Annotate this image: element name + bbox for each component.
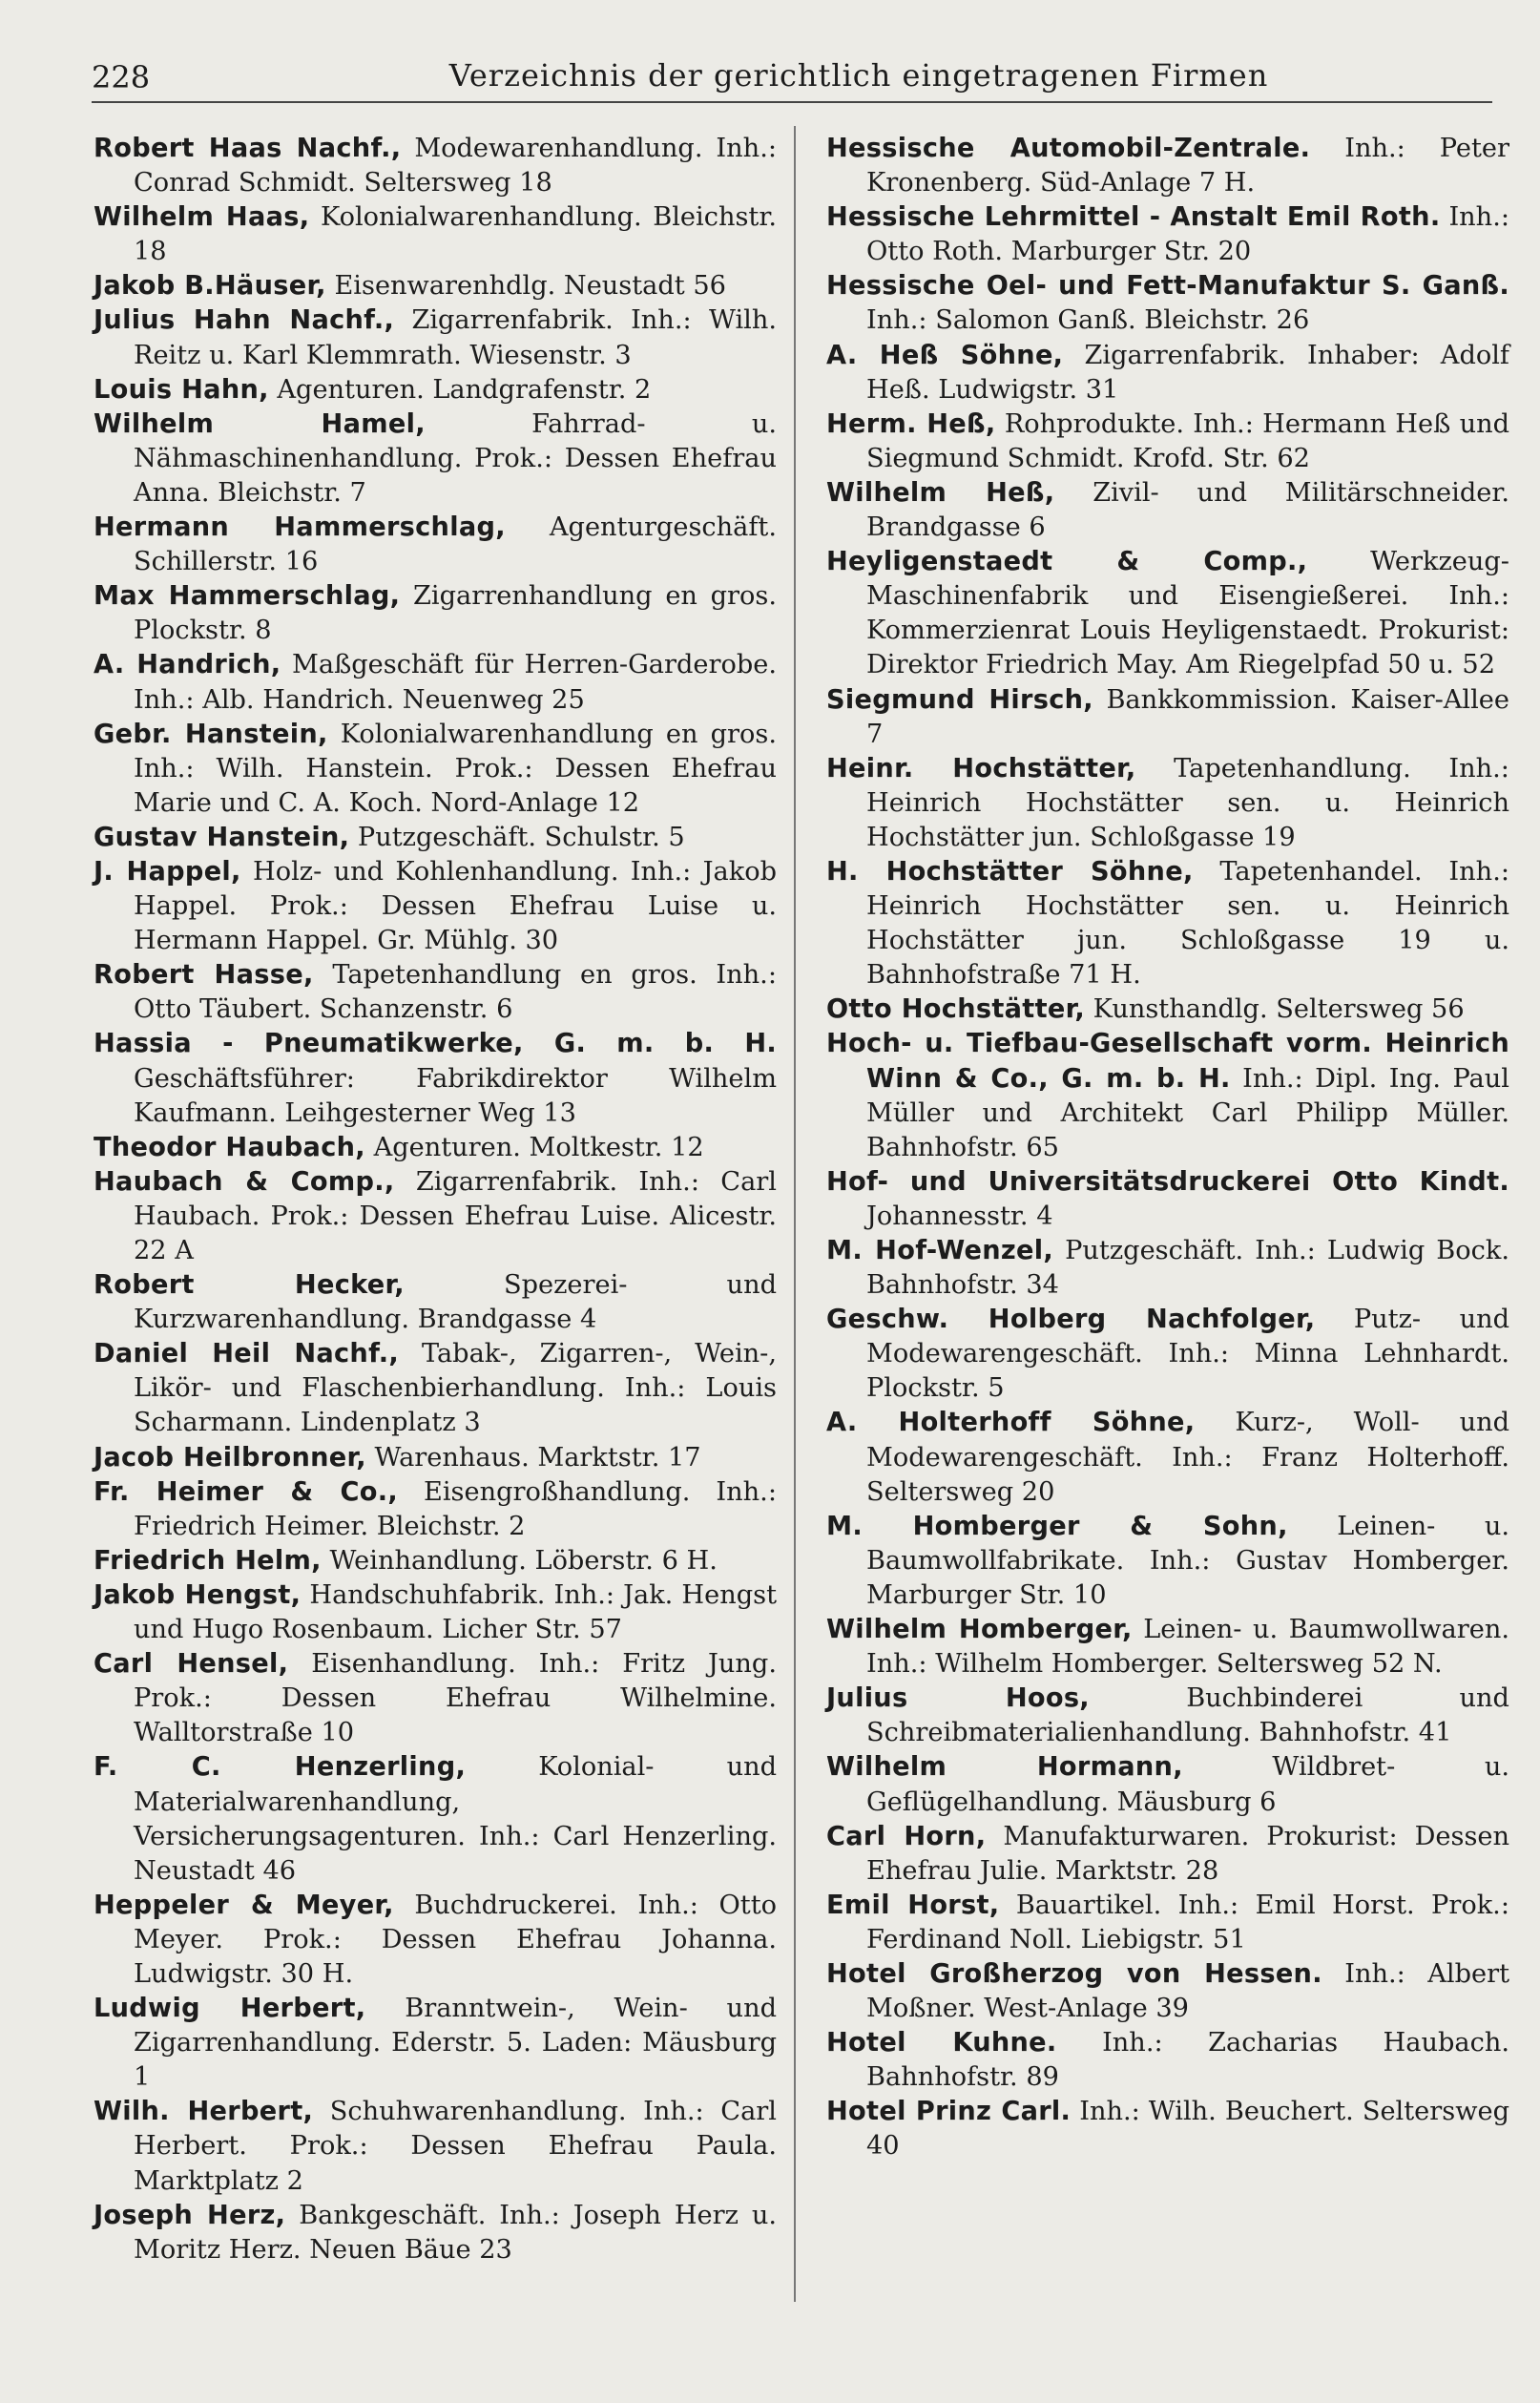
firm-name: Hessische Lehrmittel - Anstalt Emil Roth. (826, 202, 1441, 233)
firm-name: M. Hof-Wenzel, (826, 1236, 1054, 1265)
firm-details: Putz- und Modewarengeschäft. Inh.: Minna Lehnhardt. Plockstr. 5 (866, 1305, 1509, 1404)
directory-entry (94, 200, 777, 269)
directory-entry (94, 1131, 777, 1165)
firm-details: Kolonialwarenhandlung. Bleichstr. 18 (134, 202, 777, 267)
firm-details: Schuhwarenhandlung. Inh.: Carl Herbert. Prok.: Dessen Ehefrau Paula. Marktplatz 2 (134, 2097, 777, 2196)
firm-details: Inh.: Albert Moßner. West-Anlage 39 (866, 1958, 1509, 2024)
firm-details: Warenhaus. Marktstr. 17 (374, 1442, 701, 1473)
firm-details: Buchdruckerei. Inh.: Otto Meyer. Prok.: Dessen Ehefrau Johanna. Ludwigstr. 30 H. (134, 1890, 778, 1989)
directory-entry (826, 1682, 1509, 1750)
directory-entry (94, 1027, 777, 1130)
firm-name: Hessische Oel- und Fett-Manufaktur S. Ganß. (826, 271, 1509, 302)
directory-entry (826, 1406, 1509, 1509)
firm-details: Agenturen. Moltkestr. 12 (373, 1132, 704, 1162)
directory-entry (826, 1510, 1509, 1613)
firm-name: Robert Hasse, (94, 960, 314, 991)
running-title: Verzeichnis der gerichtlich eingetragenen Firmen (448, 57, 1269, 94)
firm-details: Tapetenhandlung en gros. Inh.: Otto Täubert. Schanzenstr. 6 (134, 960, 777, 1025)
firm-details: Zigarrenfabrik. Inh.: Wilh. Reitz u. Karl Klemmrath. Wiesenstr. 3 (134, 305, 777, 370)
firm-name: Julius Hoos, (826, 1683, 1090, 1714)
directory-entry (94, 718, 777, 821)
directory-entry (94, 958, 777, 1027)
directory-entry (94, 1889, 777, 1992)
directory-entry (826, 407, 1509, 476)
directory-entry (94, 648, 777, 717)
firm-name: Daniel Heil Nachf., (94, 1339, 399, 1369)
directory-entry (826, 1957, 1509, 2026)
firm-name: A. Holterhoff Söhne, (826, 1408, 1196, 1438)
firm-name: Heinr. Hochstätter, (826, 753, 1136, 784)
firm-name: Wilhelm Hormann, (826, 1752, 1183, 1783)
firm-name: Louis Hahn, (94, 374, 269, 405)
directory-entry (94, 821, 777, 855)
firm-details: Eisenhandlung. Inh.: Fritz Jung. Prok.: Dessen Ehefrau Wilhelmine. Walltorstraße 10 (134, 1649, 777, 1748)
firm-details: Rohprodukte. Inh.: Hermann Heß und Siegmund Schmidt. Krofd. Str. 62 (866, 408, 1509, 473)
firm-name: Hotel Kuhne. (826, 2028, 1057, 2058)
directory-entry (826, 1234, 1509, 1303)
firm-name: Wilhelm Homberger, (826, 1615, 1133, 1645)
page-number: 228 (92, 59, 151, 95)
directory-entry (94, 2095, 777, 2198)
firm-name: M. Homberger & Sohn, (826, 1511, 1288, 1541)
firm-name: Theodor Haubach, (94, 1132, 365, 1162)
firm-name: Otto Hochstätter, (826, 994, 1085, 1025)
firm-name: Fr. Heimer & Co., (94, 1476, 398, 1507)
firm-details: Zigarrenhandlung en gros. Plockstr. 8 (134, 581, 777, 646)
directory-entry (94, 1268, 777, 1337)
firm-details: Inh.: Otto Roth. Marburger Str. 20 (866, 202, 1509, 267)
firm-name: Wilhelm Haas, (94, 202, 310, 233)
directory-entry (826, 476, 1509, 545)
firm-name: Carl Hensel, (94, 1649, 289, 1680)
firm-details: Putzgeschäft. Inh.: Ludwig Bock. Bahnhofstr. 34 (866, 1236, 1509, 1301)
firm-details: Kolonial- und Materialwarenhandlung, Versicherungsagenturen. Inh.: Carl Henzerling. Neustadt 46 (134, 1752, 777, 1886)
directory-entry (826, 2026, 1509, 2095)
firm-name: Max Hammerschlag, (94, 581, 401, 612)
firm-details: Eisenwarenhdlg. Neustadt 56 (334, 271, 726, 302)
firm-name: Gustav Hanstein, (94, 822, 350, 852)
directory-entry (94, 1578, 777, 1647)
directory-entry (94, 1992, 777, 2095)
firm-name: A. Handrich, (94, 650, 281, 680)
firm-details: Manufakturwaren. Prokurist: Dessen Ehefrau Julie. Marktstr. 28 (866, 1821, 1509, 1886)
firm-name: Jakob Hengst, (94, 1579, 302, 1610)
firm-details: Leinen- u. Baumwollwaren. Inh.: Wilhelm Homberger. Seltersweg 52 N. (866, 1615, 1509, 1680)
firm-details: Putzgeschäft. Schulstr. 5 (357, 822, 685, 852)
firm-name: Friedrich Helm, (94, 1545, 322, 1576)
firm-name: Carl Horn, (826, 1821, 987, 1851)
firm-details: Weinhandlung. Löberstr. 6 H. (329, 1545, 718, 1576)
firm-name: Emil Horst, (826, 1890, 1000, 1920)
firm-name: J. Happel, (94, 856, 241, 887)
firm-details: Bankgeschäft. Inh.: Joseph Herz u. Moritz Herz. Neuen Bäue 23 (134, 2200, 777, 2265)
directory-entry (826, 752, 1509, 855)
firm-details: Johannesstr. 4 (866, 1201, 1053, 1231)
firm-details: Spezerei- und Kurzwarenhandlung. Brandgasse 4 (134, 1270, 777, 1335)
directory-entry (826, 1889, 1509, 1957)
directory-entry (94, 132, 777, 200)
directory-entry (826, 1750, 1509, 1819)
directory-entry (94, 1337, 777, 1440)
firm-details: Tapetenhandlung. Inh.: Heinrich Hochstätter sen. u. Heinrich Hochstätter jun. Schloßgasse 19 (866, 753, 1509, 852)
firm-details: Inh.: Wilh. Beuchert. Seltersweg 40 (866, 2097, 1509, 2162)
directory-entry (94, 1647, 777, 1750)
directory-entry (94, 855, 777, 958)
directory-entry (826, 2095, 1509, 2163)
firm-name: F. C. Henzerling, (94, 1752, 467, 1783)
firm-details: Eisengroßhandlung. Inh.: Friedrich Heimer. Bleichstr. 2 (134, 1476, 777, 1541)
firm-details: Agenturgeschäft. Schillerstr. 16 (134, 512, 777, 577)
right-column (826, 132, 1509, 2164)
firm-details: Tabak-, Zigarren-, Wein-, Likör- und Flaschenbierhandlung. Inh.: Louis Scharmann. Lindenplatz 3 (134, 1339, 777, 1438)
directory-entry (94, 269, 777, 303)
firm-name: Haubach & Comp., (94, 1166, 395, 1197)
directory-entry (826, 683, 1509, 752)
firm-name: Wilhelm Heß, (826, 477, 1055, 508)
firm-name: Heyligenstaedt & Comp., (826, 547, 1308, 577)
directory-entry (826, 993, 1509, 1027)
firm-name: Hof- und Universitätsdruckerei Otto Kindt. (826, 1166, 1509, 1197)
firm-details: Inh.: Peter Kronenberg. Süd-Anlage 7 H. (866, 134, 1509, 199)
directory-entry (826, 1613, 1509, 1682)
firm-name: Hessische Automobil-Zentrale. (826, 134, 1311, 163)
firm-details: Holz- und Kohlenhandlung. Inh.: Jakob Happel. Prok.: Dessen Ehefrau Luise u. Hermann Happel. Gr. Mühlg. 30 (134, 856, 777, 956)
firm-name: Hermann Hammerschlag, (94, 512, 506, 543)
directory-entry (826, 269, 1509, 338)
firm-details: Werkzeug-Maschinenfabrik und Eisengießerei. Inh.: Kommerzienrat Louis Heyligenstaedt. Prokurist: Direktor Friedrich May. Am Riegelpfad 50 u. 52 (866, 547, 1509, 680)
firm-name: Hotel Prinz Carl. (826, 2097, 1072, 2127)
directory-entry (826, 545, 1509, 682)
directory-entry (94, 303, 777, 372)
firm-details: Inh.: Salomon Ganß. Bleichstr. 26 (866, 305, 1310, 336)
firm-name: Siegmund Hirsch, (826, 684, 1093, 715)
firm-details: Zigarrenfabrik. Inh.: Carl Haubach. Prok.: Dessen Ehefrau Luise. Alicestr. 22 A (134, 1166, 777, 1265)
firm-details: Inh.: Zacharias Haubach. Bahnhofstr. 89 (866, 2028, 1509, 2093)
directory-entry (94, 511, 777, 579)
firm-name: Jacob Heilbronner, (94, 1442, 366, 1473)
firm-name: Joseph Herz, (94, 2200, 286, 2230)
firm-details: Fahrrad- u. Nähmaschinenhandlung. Prok.: Dessen Ehefrau Anna. Bleichstr. 7 (134, 408, 777, 508)
firm-details: Branntwein-, Wein- und Zigarrenhandlung. Ederstr. 5. Laden: Mäusburg 1 (134, 1994, 777, 2093)
firm-name: Hotel Großherzog von Hessen. (826, 1958, 1322, 1989)
firm-name: Robert Hecker, (94, 1270, 405, 1301)
firm-name: Hassia - Pneumatikwerke, G. m. b. H. (94, 1029, 777, 1059)
firm-details: Geschäftsführer: Fabrikdirektor Wilhelm Kaufmann. Leihgesterner Weg 13 (134, 1063, 777, 1128)
directory-entry (826, 1820, 1509, 1889)
firm-name: Gebr. Hanstein, (94, 719, 328, 749)
firm-name: Herm. Heß, (826, 408, 996, 439)
firm-name: Wilhelm Hamel, (94, 408, 426, 439)
column-divider (794, 126, 796, 2302)
directory-entry (94, 1441, 777, 1475)
firm-details: Zivil- und Militärschneider. Brandgasse 6 (866, 477, 1509, 543)
directory-entry (826, 1027, 1509, 1164)
firm-name: Hoch- u. Tiefbau-Gesellschaft vorm. Heinrich Winn & Co., G. m. b. H. (826, 1029, 1509, 1094)
directory-entry (826, 132, 1509, 200)
firm-name: Wilh. Herbert, (94, 2097, 314, 2127)
directory-entry (94, 1544, 777, 1578)
directory-entry (94, 579, 777, 648)
header-rule (92, 101, 1492, 103)
directory-entry (826, 339, 1509, 407)
directory-entry (94, 2199, 777, 2267)
firm-details: Tapetenhandel. Inh.: Heinrich Hochstätter sen. u. Heinrich Hochstätter jun. Schloßgasse 19 u. Bahnhofstraße 71 H. (866, 856, 1509, 991)
firm-details: Bankkommission. Kaiser-Allee 7 (866, 684, 1509, 749)
directory-entry (94, 1475, 777, 1544)
firm-details: Buchbinderei und Schreibmaterialienhandlung. Bahnhofstr. 41 (866, 1683, 1509, 1748)
firm-details: Maßgeschäft für Herren-Garderobe. Inh.: Alb. Handrich. Neuenweg 25 (134, 650, 777, 715)
firm-details: Wildbret- u. Geflügelhandlung. Mäusburg 6 (866, 1752, 1509, 1817)
firm-name: Heppeler & Meyer, (94, 1890, 394, 1920)
firm-name: H. Hochstätter Söhne, (826, 856, 1194, 887)
firm-name: Julius Hahn Nachf., (94, 305, 395, 336)
directory-entry (826, 200, 1509, 269)
directory-entry (94, 373, 777, 407)
firm-name: Robert Haas Nachf., (94, 134, 402, 163)
directory-entry (826, 1165, 1509, 1234)
firm-name: Ludwig Herbert, (94, 1994, 366, 2024)
firm-details: Agenturen. Landgrafenstr. 2 (277, 374, 652, 405)
firm-details: Modewarenhandlung. Inh.: Conrad Schmidt. Seltersweg 18 (134, 134, 777, 199)
firm-details: Kolonialwarenhandlung en gros. Inh.: Wilh. Hanstein. Prok.: Dessen Ehefrau Marie und C. A. Koch. Nord-Anlage 12 (134, 719, 777, 818)
directory-entry (94, 1165, 777, 1268)
directory-entry (94, 1750, 777, 1888)
firm-name: A. Heß Söhne, (826, 340, 1064, 370)
directory-entry (826, 855, 1509, 993)
firm-name: Jakob B.Häuser, (94, 271, 326, 302)
directory-entry (94, 407, 777, 511)
firm-details: Handschuhfabrik. Inh.: Jak. Hengst und Hugo Rosenbaum. Licher Str. 57 (134, 1579, 777, 1645)
firm-details: Zigarrenfabrik. Inhaber: Adolf Heß. Ludwigstr. 31 (866, 340, 1509, 405)
left-column (94, 132, 777, 2267)
firm-name: Geschw. Holberg Nachfolger, (826, 1305, 1316, 1335)
firm-details: Leinen- u. Baumwollfabrikate. Inh.: Gustav Homberger. Marburger Str. 10 (866, 1511, 1509, 1610)
firm-details: Kunsthandlg. Seltersweg 56 (1093, 994, 1465, 1025)
directory-entry (826, 1303, 1509, 1406)
firm-details: Kurz-, Woll- und Modewarengeschäft. Inh.: Franz Holterhoff. Seltersweg 20 (866, 1408, 1509, 1507)
firm-details: Inh.: Dipl. Ing. Paul Müller und Architekt Carl Philipp Müller. Bahnhofstr. 65 (866, 1063, 1509, 1162)
firm-details: Bauartikel. Inh.: Emil Horst. Prok.: Ferdinand Noll. Liebigstr. 51 (866, 1890, 1509, 1954)
